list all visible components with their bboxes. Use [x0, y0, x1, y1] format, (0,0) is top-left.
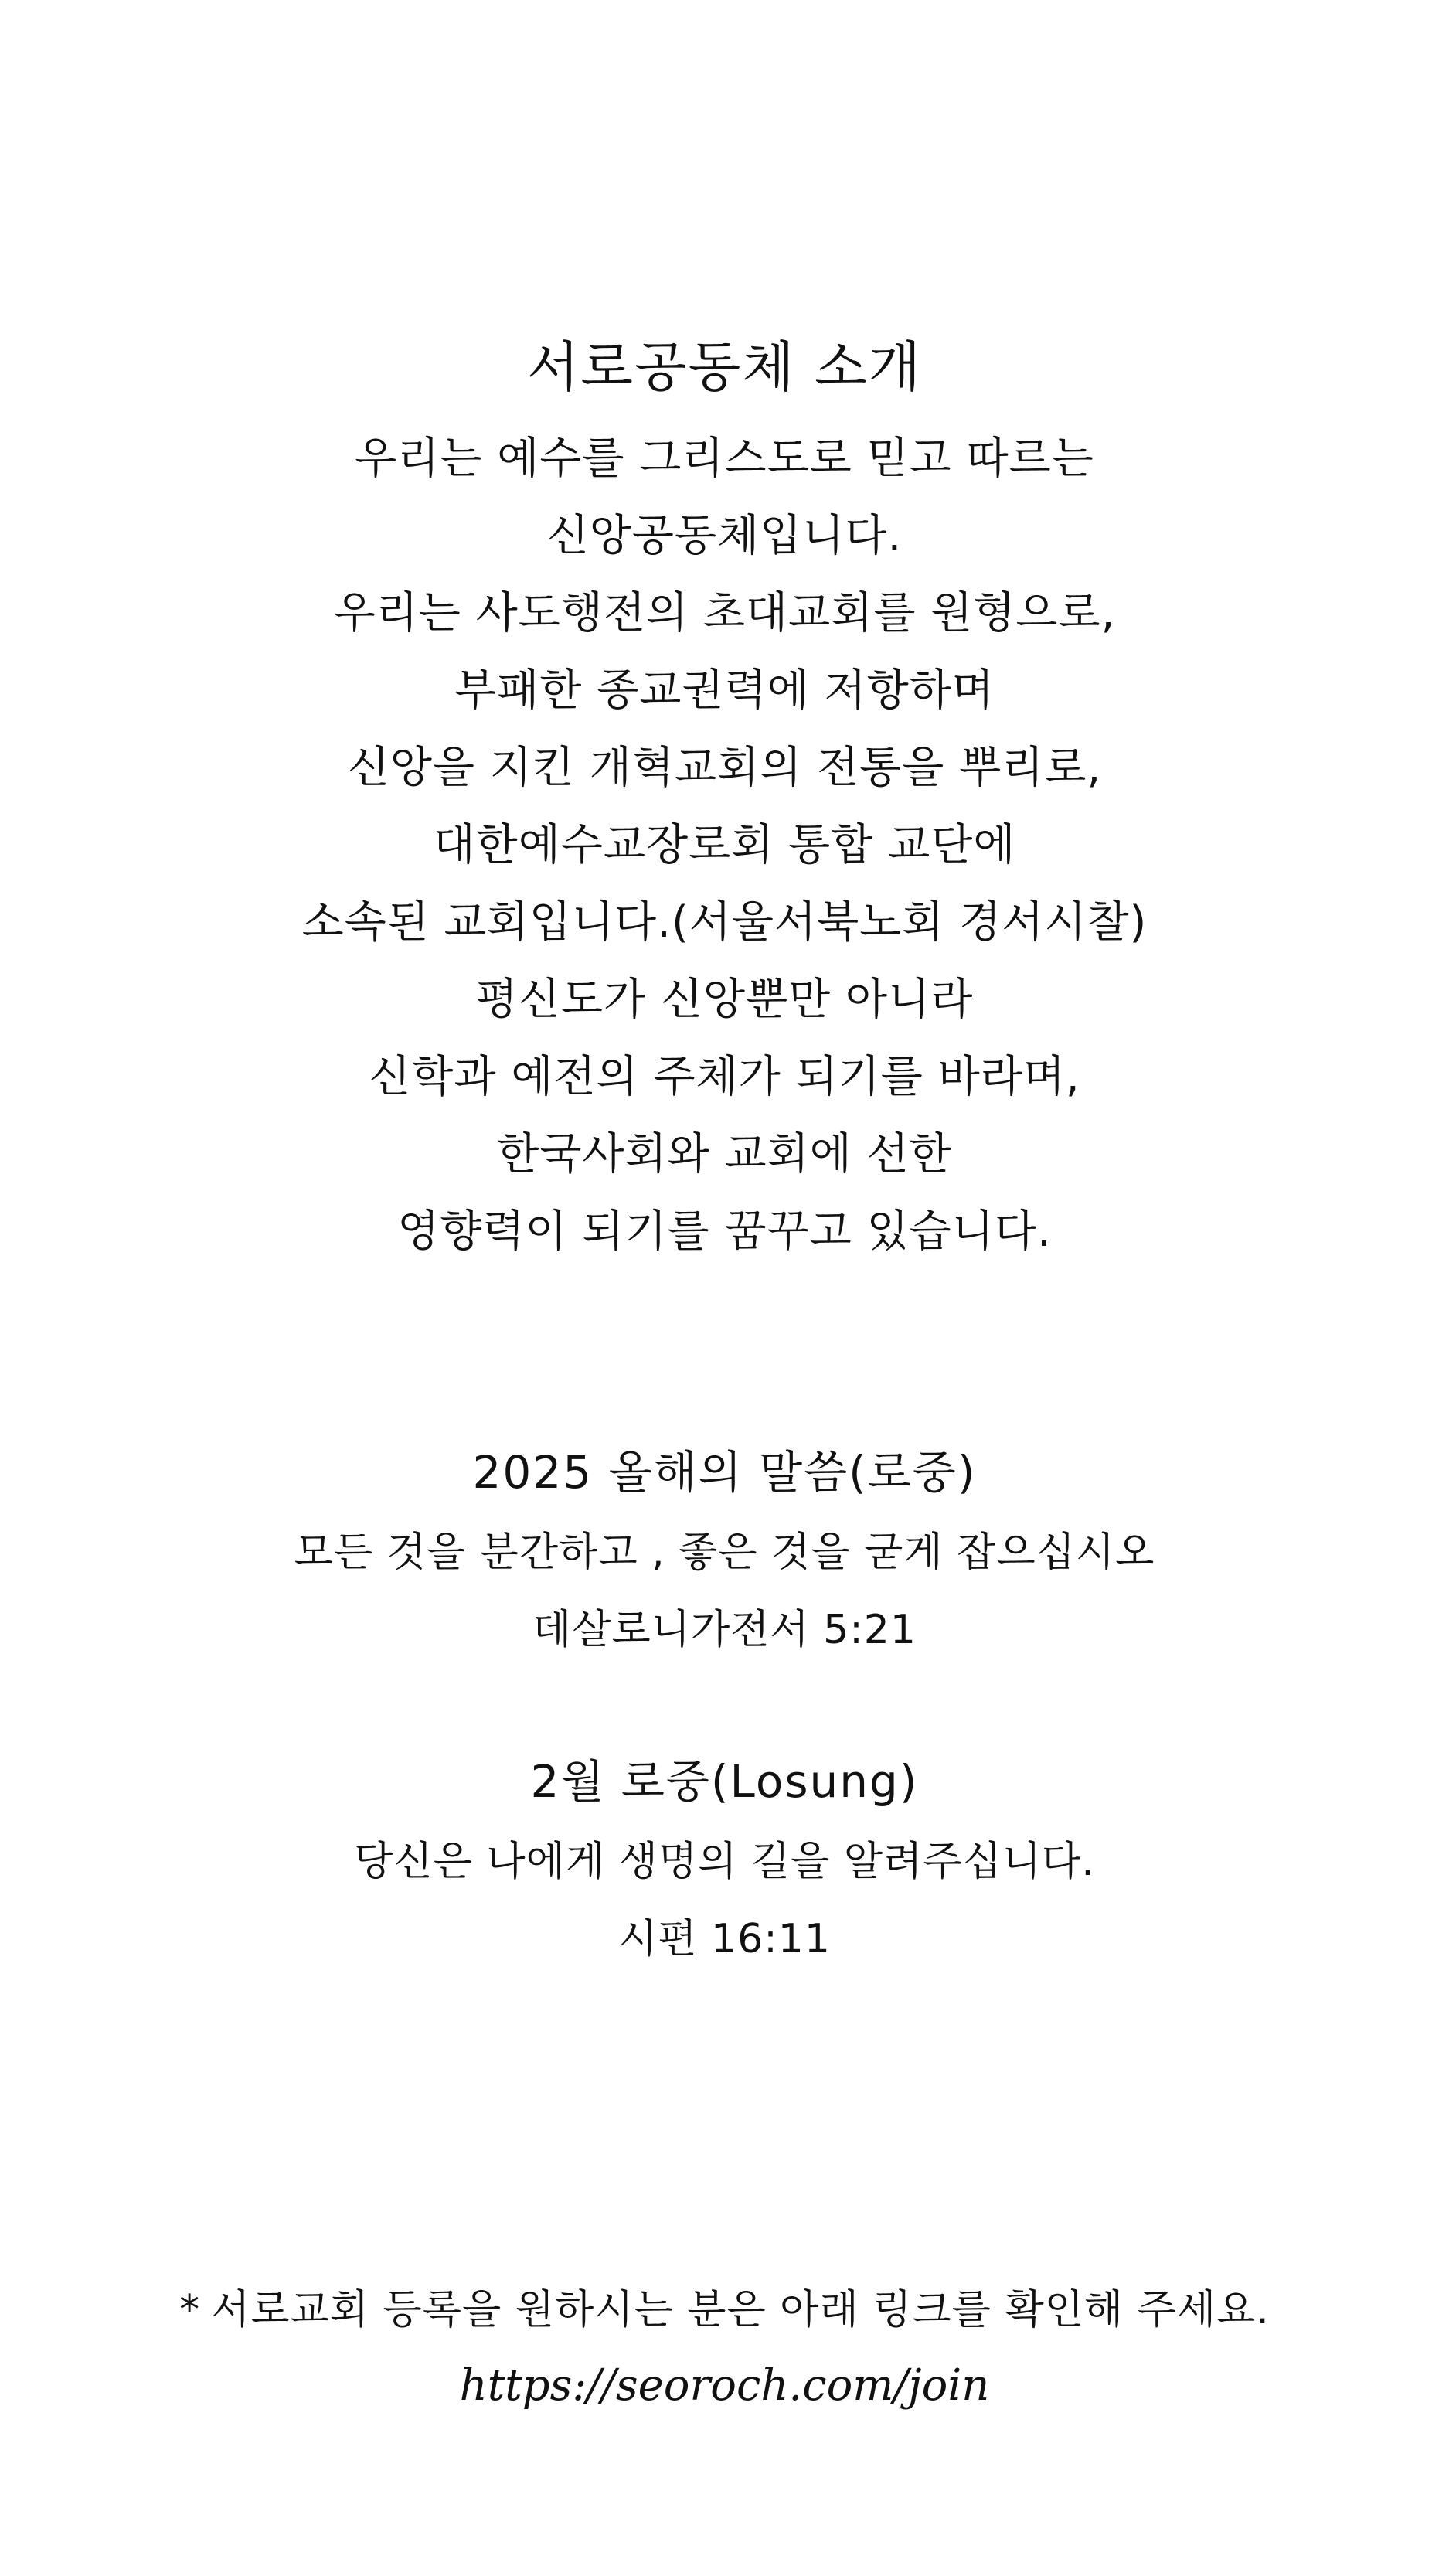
intro-line: 우리는 사도행전의 초대교회를 원형으로,: [333, 588, 1116, 638]
verse-of-year-lines: [0, 1514, 1449, 1669]
monthly-losung-lines: [0, 1823, 1449, 1978]
intro-lines: [0, 420, 1449, 1271]
verse-of-year-title: 2025 올해의 말씀(로중): [472, 1446, 977, 1499]
intro-line: 부패한 종교권력에 저항하며: [454, 665, 995, 716]
intro-line: 대한예수교장로회 통합 교단에: [433, 820, 1016, 870]
verse-of-year-section: [0, 1434, 1449, 1669]
intro-line: 한국사회와 교회에 선한: [497, 1129, 952, 1179]
intro-section: [0, 325, 1449, 1271]
intro-line: 소속된 교회입니다.(서울서북노회 경서시찰): [301, 897, 1148, 948]
intro-line: 평신도가 신앙뿐만 아니라: [475, 975, 974, 1025]
registration-footer: [0, 2272, 1449, 2424]
intro-line: 신학과 예전의 주체가 되기를 바라며,: [369, 1052, 1080, 1102]
monthly-losung-section: [0, 1743, 1449, 1978]
verse-of-year-text: 모든 것을 분간하고 , 좋은 것을 굳게 잡으십시오: [294, 1530, 1155, 1576]
intro-line: 신앙을 지킨 개혁교회의 전통을 뿌리로,: [347, 743, 1102, 793]
registration-note-line: [0, 2272, 1449, 2348]
intro-line: 신앙공동체입니다.: [546, 511, 903, 561]
monthly-losung-text: 당신은 나에게 생명의 길을 알려주십니다.: [354, 1839, 1095, 1885]
intro-title: 서로공동체 소개: [526, 335, 923, 399]
verse-of-year-reference: 데살로니가전서 5:21: [532, 1607, 917, 1653]
intro-line: 우리는 예수를 그리스도로 믿고 따르는: [355, 434, 1094, 484]
monthly-losung-reference: 시편 16:11: [618, 1916, 831, 1962]
intro-line: 영향력이 되기를 꿈꾸고 있습니다.: [397, 1206, 1052, 1257]
registration-note: 서로교회 등록을 원하시는 분은 아래 링크를 확인해 주세요.: [211, 2287, 1270, 2333]
asterisk-mark: *: [179, 2287, 201, 2333]
registration-link[interactable]: https://seoroch.com/join: [459, 2360, 990, 2411]
monthly-losung-title: 2월 로중(Losung): [530, 1755, 919, 1808]
